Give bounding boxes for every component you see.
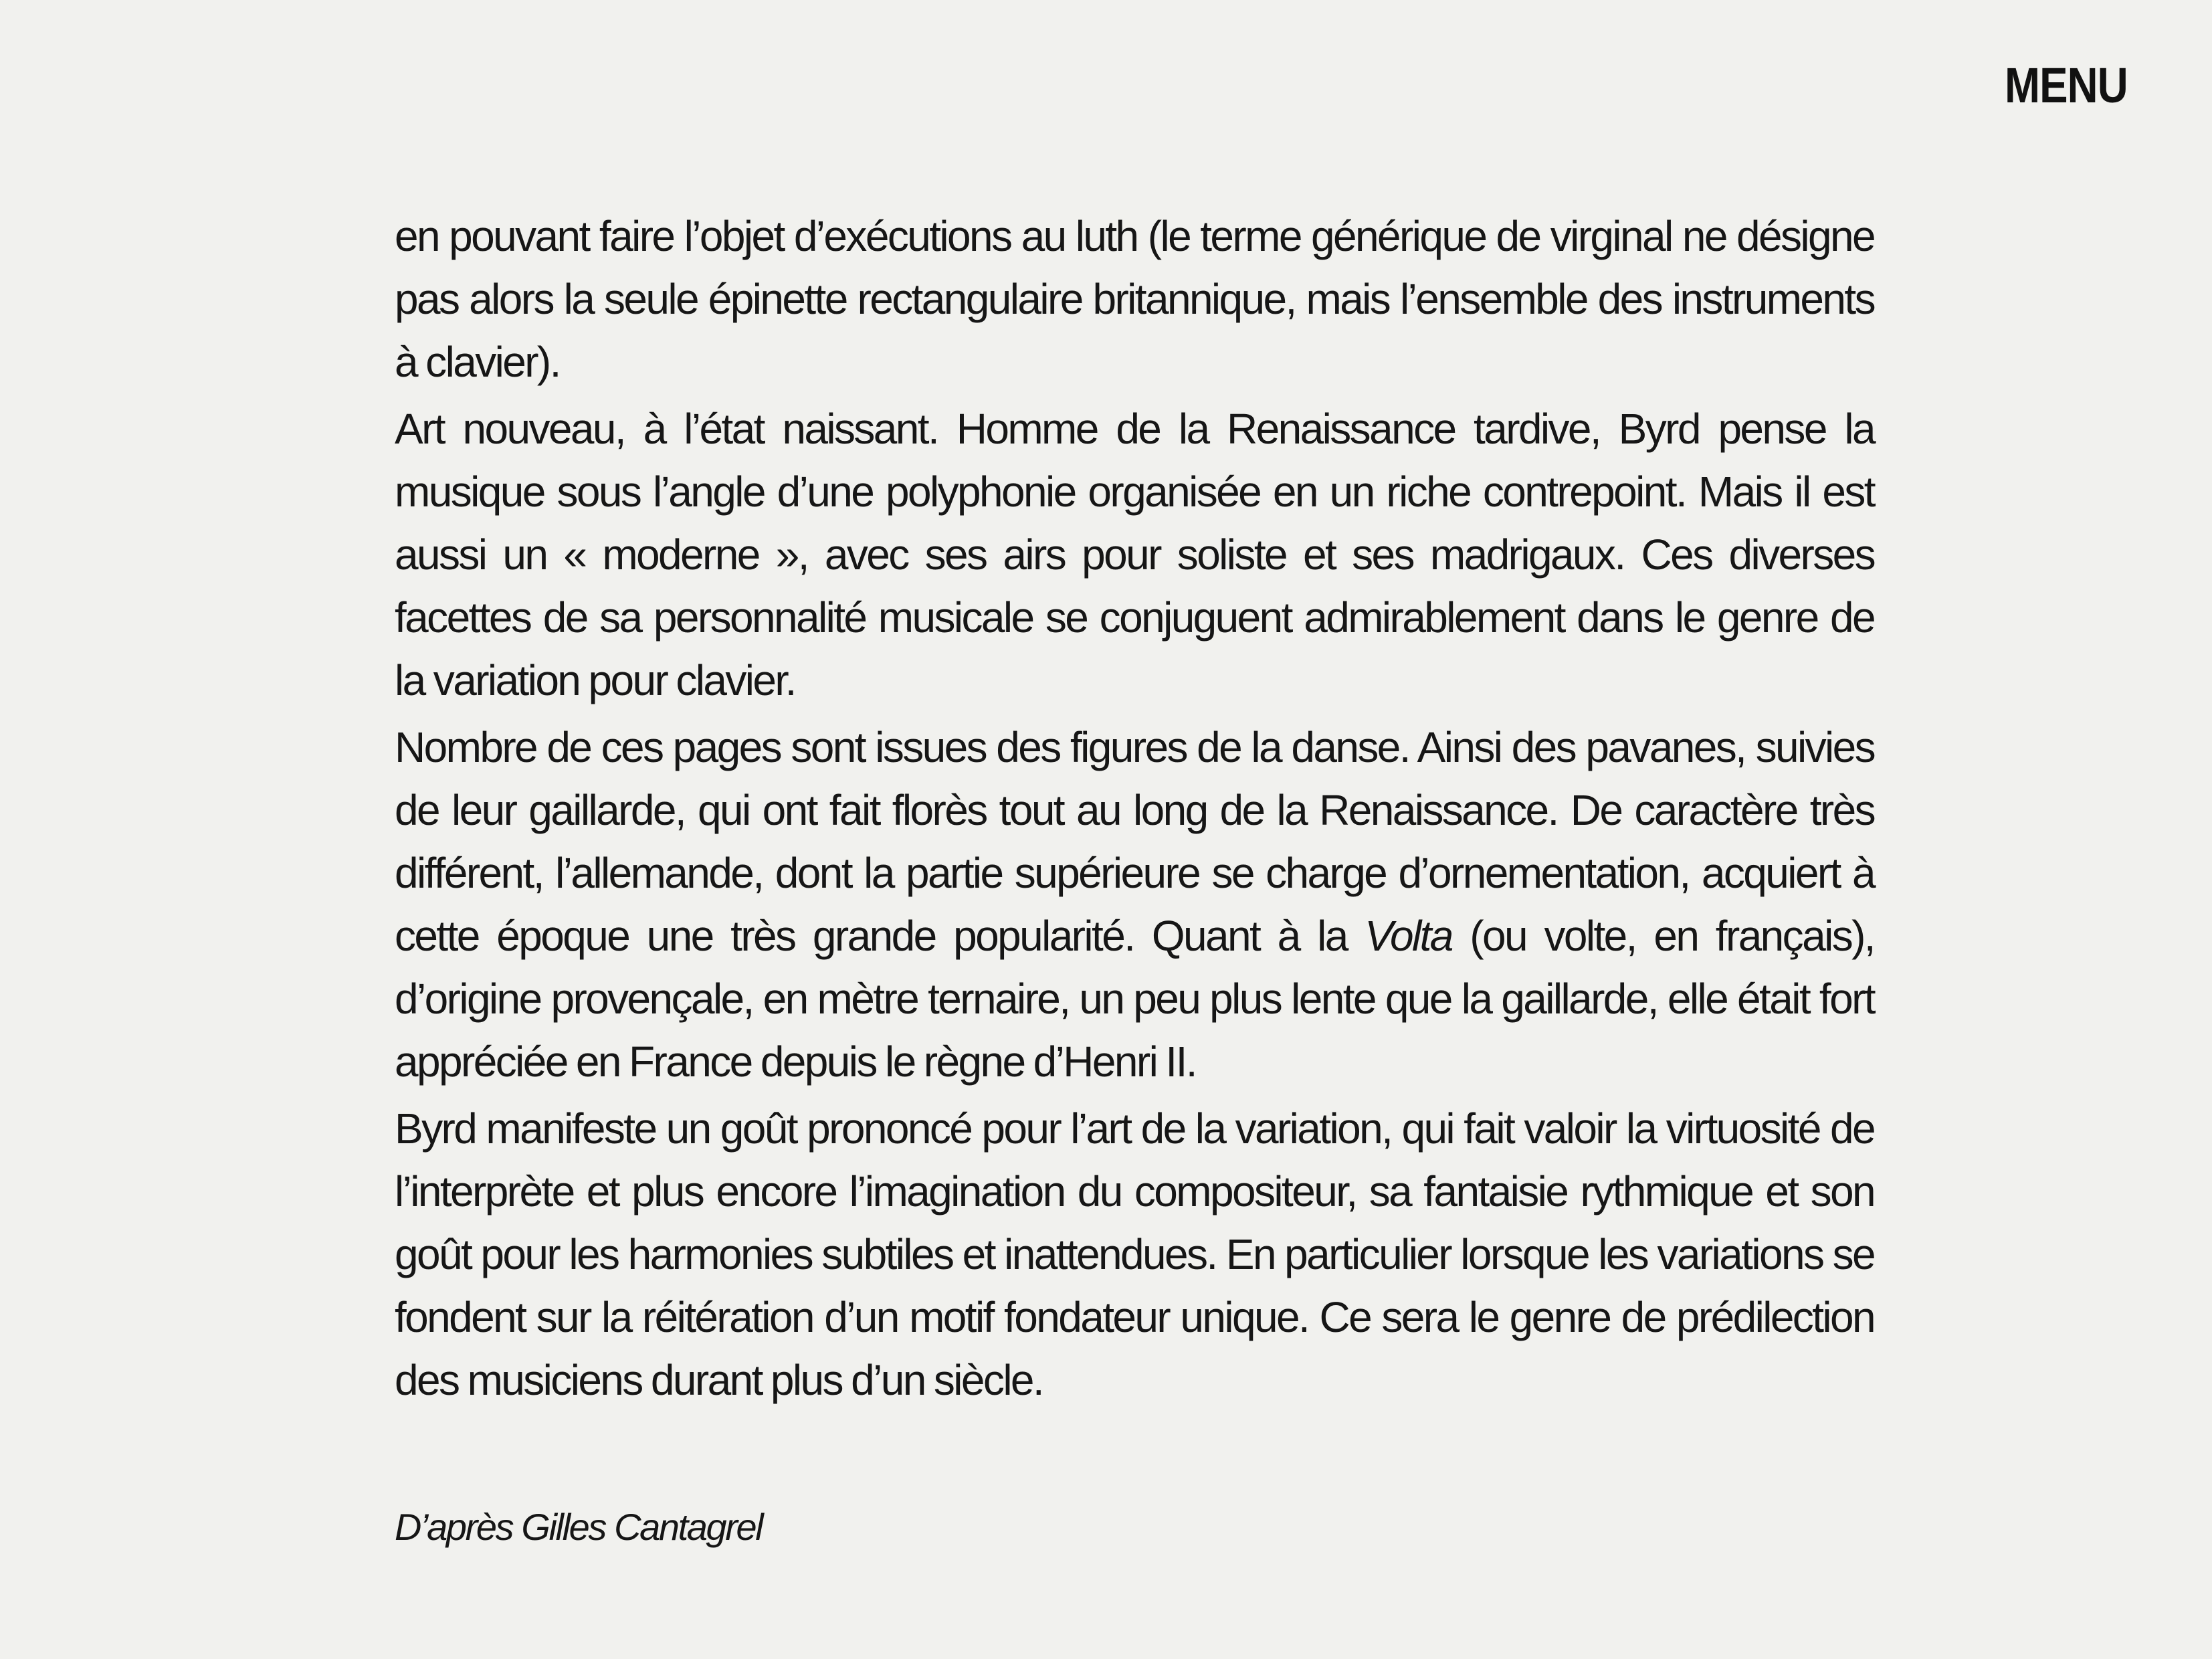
menu-button[interactable]: MENU — [2005, 58, 2128, 113]
paragraph-4: Byrd manifeste un goût prononcé pour l’art de la variation, qui fait valoir la virtuosité de l’interprète et plus encore l’imagination du compositeur, sa fantaisie rythmique et son goût pour les harmonies subtiles et inattendues. En particulier lorsque les variations se fondent sur la réitération d’un motif fondateur unique. Ce sera le genre de prédilection des musiciens durant plus d’un siècle. — [395, 1104, 1874, 1404]
paragraph-3-text-start: Nombre de ces pages sont issues des figures de la danse. Ainsi des pavanes, suivies de leur gaillarde, qui ont fait florès tout au long de la Renaissance. De caractère très différent, l’allemande, dont la partie supérieure se charge d’ornementation, acquiert à cette époque une très grande popularité. Quant à la — [395, 723, 1874, 960]
paragraph-3-text-end: (ou volte, en français), d’origine provençale, en mètre ternaire, un peu plus lente que la gaillarde, elle était fort appréciée en France depuis le règne d’Henri II. — [395, 912, 1874, 1086]
paragraph-3 — [395, 716, 1874, 1093]
paragraph-2: Art nouveau, à l’état naissant. Homme de la Renaissance tardive, Byrd pense la musique sous l’angle d’une polyphonie organisée en un riche contrepoint. Mais il est aussi un « moderne », avec ses airs pour soliste et ses madrigaux. Ces diverses facettes de sa personnalité musicale se conjuguent admirablement dans le genre de la variation pour clavier. — [395, 405, 1874, 704]
paragraph-1: en pouvant faire l’objet d’exécutions au luth (le terme générique de virginal ne désigne pas alors la seule épinette rectangulaire britannique, mais l’ensemble des instruments à clavier). — [395, 212, 1874, 386]
volta-italic-term: Volta — [1365, 912, 1452, 960]
article-body — [395, 205, 1874, 1416]
author-credit: D’après Gilles Cantagrel — [395, 1506, 763, 1548]
